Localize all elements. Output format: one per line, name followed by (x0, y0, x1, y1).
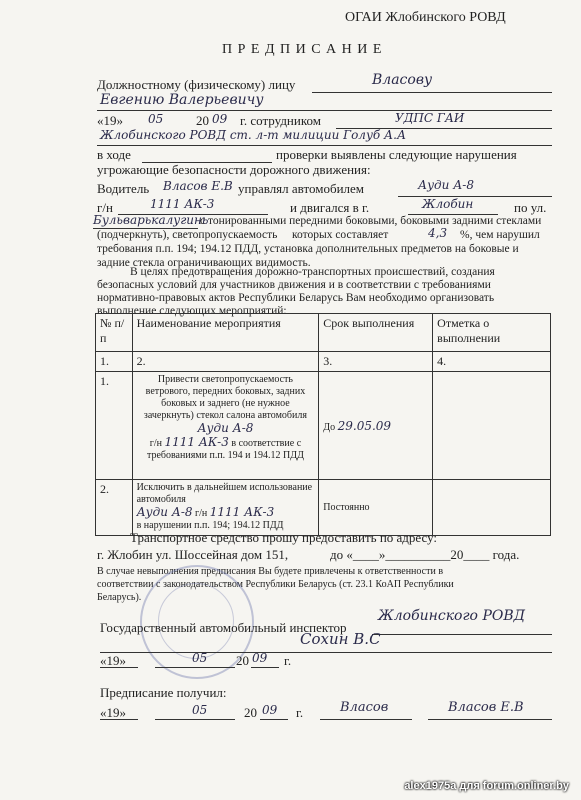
tint-text-1: с тонированными передними боковыми, боковыми задними стеклами (200, 215, 542, 227)
staff-officer: Жлобинского РОВД ст. л-т милиции Голуб А.А (100, 128, 407, 142)
row-plate-label: г/н (195, 508, 208, 519)
row-number: 2. (96, 480, 133, 536)
received-signature: Власов (340, 700, 389, 715)
date-day: «19» (97, 113, 123, 128)
received-year-suffix: 09 (262, 703, 278, 717)
watermark-caption: alex1975a для forum.onliner.by (404, 780, 569, 792)
warning-3: Беларусь). (97, 592, 142, 603)
table-row (96, 372, 551, 480)
measures-table (95, 313, 551, 536)
num-4: 4. (433, 352, 551, 372)
row-plate-label: г/н (149, 438, 162, 449)
inspector-name: Сохин В.С (300, 630, 381, 648)
tint-percent: 4,3 (428, 226, 448, 240)
term-prefix: До (323, 421, 336, 433)
inspector-year-prefix: 20 (236, 653, 249, 668)
during-label: в ходе (97, 147, 131, 162)
addressee-name: Евгению Валерьевичу (100, 92, 264, 108)
num-3: 3. (319, 352, 433, 372)
check-label: проверки выявлены следующие нарушения (276, 147, 517, 162)
row-text: Исключить в дальнейшем использование автомобиля (136, 482, 313, 505)
purpose-2: безопасных условий для участников движения и в соответствии с требованиями (97, 279, 491, 291)
document-title: П Р Е Д П И С А Н И Е (222, 42, 383, 57)
driver-car: Ауди А-8 (418, 178, 474, 192)
header-term: Срок выполнения (319, 314, 433, 352)
tint-text-2a: (подчеркнуть), светопропускаемость (97, 229, 278, 241)
mark-cell (433, 480, 551, 536)
received-month: 05 (192, 703, 208, 717)
table-row (96, 480, 551, 536)
term-cell: Постоянно (319, 480, 433, 536)
threat-label: угрожающие безопасности дорожного движения: (97, 162, 371, 177)
inspector-g: г. (284, 653, 292, 668)
row-car: Ауди А-8 (136, 505, 193, 519)
row-text: Привести светопропускаемость ветрового, передних боковых, задних боковых и заднего (не нужное зачеркнуть) стекол салона автомобиля (143, 374, 307, 421)
driver-plate: 1111 АК-3 (150, 197, 215, 211)
tint-text-2b: которых составляет (292, 229, 389, 241)
inspector-year-suffix: 09 (252, 651, 268, 665)
row-text-2: в соответствие с требованиями п.п. 194 и 194.12 ПДД (146, 438, 304, 461)
row-plate: 1111 АК-3 (164, 435, 229, 449)
inspector-day: «19» (100, 653, 126, 668)
moved-label: и двигался в г. (290, 200, 370, 215)
row-text-2: в нарушении п.п. 194; 194.12 ПДД (136, 520, 284, 531)
tint-text-2c: %, чем нарушил (460, 229, 540, 241)
term-date: 29.05.09 (337, 418, 392, 433)
inspector-org: Жлобинского РОВД (378, 608, 526, 624)
driver-label: Водитель (97, 181, 150, 196)
header-num: № п/п (96, 314, 133, 352)
staff-unit: УДПС ГАИ (395, 111, 465, 125)
present-label: Транспортное средство прошу предоставить по адресу: (130, 530, 438, 545)
received-name: Власов Е.В (448, 700, 524, 715)
street-label: по ул. (514, 200, 547, 215)
addressee-label: Должностному (физическому) лицу (97, 77, 296, 92)
row-car: Ауди А-8 (197, 421, 254, 435)
received-day: «19» (100, 705, 126, 720)
present-address: г. Жлобин ул. Шоссейная дом 151, (97, 547, 289, 562)
staff-label: г. сотрудником (240, 113, 321, 128)
purpose-3: нормативно-правовых актов Республики Беларусь Вам необходимо организовать (97, 292, 495, 304)
date-year-suffix: 09 (212, 112, 228, 126)
present-deadline: до «____»__________20____ года. (330, 547, 520, 562)
warning-2: соответствии с законодательством Республики Беларусь (ст. 23.1 КоАП Республики (97, 579, 454, 590)
num-2: 2. (132, 352, 319, 372)
received-year-prefix: 20 (244, 705, 257, 720)
org-header: ОГАИ Жлобинского РОВД (345, 10, 506, 25)
header-mark: Отметка о выполнении (433, 314, 551, 352)
date-month: 05 (148, 112, 164, 126)
driver-city: Жлобин (422, 197, 474, 211)
tint-text-4: задние стекла ограничивающих видимость. (97, 257, 311, 269)
num-1: 1. (96, 352, 133, 372)
driver-street: Бульварькалугинь (93, 213, 209, 227)
date-year-prefix: 20 (196, 113, 209, 128)
inspector-label: Государственный автомобильный инспектор (100, 620, 347, 635)
purpose-4: выполнение следующих мероприятий: (97, 305, 287, 317)
addressee-surname: Власову (372, 72, 433, 88)
inspector-month: 05 (192, 651, 208, 665)
warning-1: В случае невыполнения предписания Вы будете привлечены к ответственности в (97, 566, 444, 577)
purpose-1: В целях предотвращения дорожно-транспортных происшествий, создания (130, 266, 495, 278)
header-measure: Наименование мероприятия (132, 314, 319, 352)
plate-label: г/н (97, 200, 113, 215)
row-plate: 1111 АК-3 (209, 505, 275, 519)
drove-label: управлял автомобилем (238, 181, 365, 196)
received-label: Предписание получил: (100, 685, 227, 700)
tint-text-3: требования п.п. 194; 194.12 ПДД, установка дополнительных предметов на боковые и (97, 243, 519, 255)
received-g: г. (296, 705, 304, 720)
row-number: 1. (96, 372, 133, 480)
mark-cell (433, 372, 551, 480)
driver-name: Власов Е.В (163, 179, 233, 193)
